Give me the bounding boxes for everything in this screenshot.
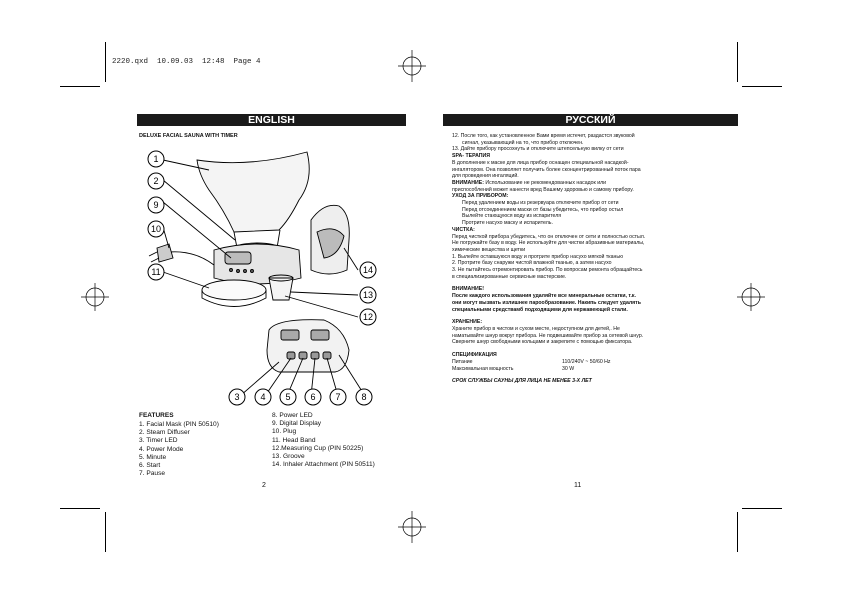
page-number-right: 11 [574,482,582,489]
feature-item: 11. Head Band [272,436,316,444]
section-heading: ЧИСТКА: [452,226,475,233]
page-number-left: 2 [262,482,266,489]
spec-label: Питание [452,358,473,365]
features-list-2 [272,412,375,469]
body-line: Перед удалением воды из резервуара отключите прибор от сети [462,200,619,207]
body-line: 2. Протрите базу снаружи чистой влажной тканью, а затем насухо [452,260,612,267]
feature-item: 8. Power LED [272,412,313,419]
feature-item: 13. Groove [272,453,305,461]
body-line: Вылейте стающуюся воду из испарителя [462,213,562,220]
body-line: для проведения ингаляций. [452,173,519,180]
features-title: FEATURES [139,412,174,419]
spec-label: Максимальная мощность [452,365,514,372]
feature-item: 14. Inhaler Attachment (PIN 50511) [272,461,375,469]
facial-mask-drawing [197,152,309,232]
section-heading: SPA- ТЕРАПИЯ [452,153,490,160]
callout-7: 7 [335,392,341,402]
callout-12: 12 [362,312,374,322]
head-band-drawing [202,280,266,300]
feature-item: 6. Start [139,462,161,470]
body-line: Перед отсоединением маски от базы убедитесь, что прибор остыл [462,206,624,213]
body-line: Сверните шнур свободными кольцами и закрепите с помощью фиксатора. [452,339,633,346]
section-heading: УХОД ЗА ПРИБОРОМ: [452,193,509,200]
spec-value: 30 W [562,365,575,372]
service-life-note: СРОК СЛУЖБЫ САУНЫ ДЛЯ ЛИЦА НЕ МЕНЕЕ 3-Х ЛЕТ [452,378,592,385]
product-title: DELUXE FACIAL SAUNA WITH TIMER [139,133,238,139]
body-line: 13. Дайте прибору просохнуть и отключите штепсельную вилку от сети [452,146,624,153]
callout-5: 5 [285,392,291,402]
callout-13: 13 [362,290,374,300]
feature-item: 4. Power Mode [139,445,184,453]
callout-14: 14 [362,265,374,275]
body-line: специальными средствамб подходящими для нержавеющей стали. [452,306,628,313]
callout-9: 9 [153,200,159,210]
feature-item: 2. Steam Diffuser [139,429,190,437]
body-line: Храните прибор в чистом и сухом месте, недоступном для детей,. Не [452,325,620,332]
feature-item: 7. Pause [139,470,166,478]
callout-1: 1 [153,154,159,164]
body-line: В дополнение к маске для лица прибор оснащен специальной насадкой- [452,159,629,166]
spec-value: 110/240V ~ 50/60 Hz [562,358,611,365]
features-list-1 [139,421,219,478]
body-line: сигнал, указывающий на то, что прибор отключен. [462,139,584,146]
feature-item: 1. Facial Mask (PIN 50510) [139,421,219,428]
body-line: приспособлений может нанести вред Вашему здоровью и самому прибору. [452,186,634,193]
body-line: 12. После того, как установленное Вами время истечет, раздастся звуковой [452,133,635,139]
feature-item: 9. Digital Display [272,420,322,428]
callout-4: 4 [260,392,266,402]
feature-item: 5. Minute [139,453,167,461]
file-slug: 2220.qxd 10.09.03 12:48 Page 4 [112,58,261,66]
body-line: ингалятором. Она позволяет получить более сконцентрированный поток пара [452,166,641,173]
body-line: 1. Вылейте оставшуюся воду и протрите прибор насухо мягкой тканью [452,253,623,260]
body-line: Перед чисткой прибора убедитесь, что он отключен от сети и полностью остыл. [452,233,646,240]
body-line: они могут вызвать излишнее парообразование. Накипь следует удалять [452,299,641,306]
callout-10: 10 [150,224,162,234]
spec-row [452,359,645,366]
section-heading: ВНИМАНИЕ! [452,286,484,293]
callout-6: 6 [310,392,316,402]
product-illustration [139,140,389,410]
body-line: Не погружайте базу в воду. Не используйте для чистки абразивные материалы, [452,240,645,247]
body-line: 3. Не пытайтесь отремонтировать прибор. По вопросам ремонта обращайтесь [452,267,643,274]
feature-item: 3. Timer LED [139,437,178,445]
body-line: Протрите насухо маску и испаритель. [462,220,553,227]
russian-header: РУССКИЙ [443,114,738,126]
control-panel-drawing [267,320,349,372]
callout-3: 3 [234,392,240,402]
body-line: химические вещества и щетки [452,246,526,253]
body-line: в специализированные сервисные мастерские. [452,273,567,280]
feature-item: 10. Plug [272,428,297,436]
section-heading: СПЕЦИФИКАЦИЯ [452,352,497,359]
body-line: наматывайте шнур вокруг прибора. Не подвешивайте прибор за сетевой шнур. [452,332,644,339]
callout-8: 8 [361,392,367,402]
feature-item: 12.Measuring Cup (PIN 50225) [272,444,364,452]
body-line: ВНИМАНИЕ: Использование не рекомендованных насадок или [452,179,607,186]
spec-row [452,366,645,373]
russian-body [452,133,645,385]
body-line: После каждого использования удаляйте все минеральные остатки, т.к. [452,293,636,300]
plug-drawing [157,244,173,262]
callout-11: 11 [151,267,161,277]
section-heading: ХРАНЕНИЕ: [452,319,483,326]
callout-2: 2 [153,176,159,186]
english-header: ENGLISH [137,114,406,126]
